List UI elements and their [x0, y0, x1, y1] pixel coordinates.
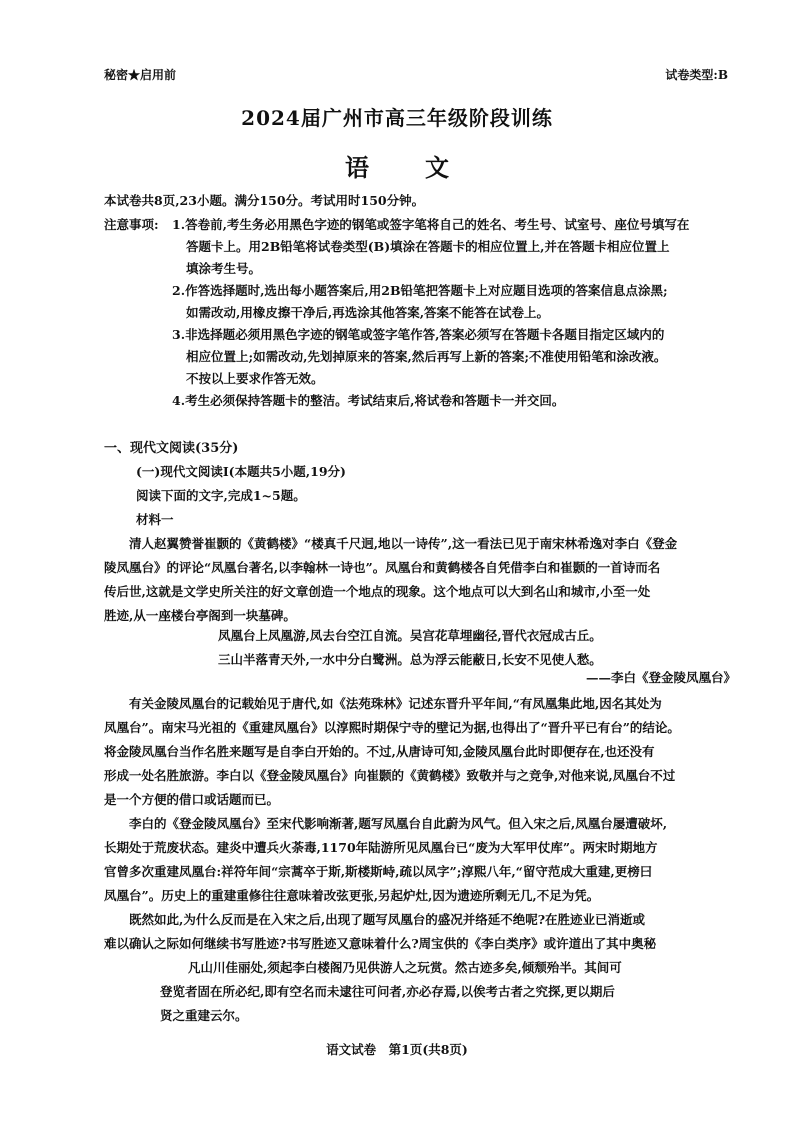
paragraph-4 — [104, 908, 744, 956]
text-line: 官曾多次重建凤凰台:祥符年间“宗蒿卒于斯,斯楼斯峙,疏以凤字”;淳熙八年,“留守范成大重建,更榜曰 — [104, 864, 653, 879]
page-footer: 语文试卷 第1页(共8页) — [326, 1042, 468, 1057]
paragraph-2 — [104, 692, 744, 812]
poem-block — [218, 624, 602, 672]
text-line: 长期处于荒废状态。建炎中遭兵火荼毒,1170年陆游所见凤凰台已“废为大军甲仗库”。两宋时期地方 — [104, 840, 658, 855]
notice-item-line — [186, 236, 744, 258]
poem-attribution: ——李白《登金陵凤凰台》 — [585, 670, 736, 685]
notice-label: 注意事项: — [104, 217, 159, 232]
notice-item-number: 3. — [172, 327, 186, 342]
reading-instruction: 阅读下面的文字,完成1~5题。 — [136, 488, 306, 503]
notice-item-text: 相应位置上;如需改动,先划掉原来的答案,然后再写上新的答案;不准使用铅笔和涂改液。 — [186, 349, 667, 364]
text-line: 将金陵凤凰台当作名胜来题写是自李白开始的。不过,从唐诗可知,金陵凤凰台此时即便存在,也还没有 — [104, 744, 655, 759]
notice-block — [104, 214, 744, 412]
text-line: 胜迹,从一座楼台亭阁到一块墓碑。 — [104, 608, 296, 623]
notice-item-text: 不按以上要求作答无效。 — [186, 371, 324, 386]
notice-item-line — [186, 302, 744, 324]
quote-line: 贤之重建云尔。 — [160, 1008, 248, 1023]
notice-item-line — [172, 390, 744, 412]
text-line: 清人赵翼赞誉崔颢的《黄鹤楼》“楼真千尺迥,地以一诗传”,这一看法已见于南宋林希逸对李白《登金 — [129, 536, 678, 551]
text-line: 传后世,这就是文学史所关注的好文章创造一个地点的现象。这个地点可以大到名山和城市,小至一处 — [104, 584, 651, 599]
notice-item-number: 4. — [172, 393, 186, 408]
text-line: 是一个方便的借口或话题而已。 — [104, 792, 280, 807]
notice-item-text: 如需改动,用橡皮擦干净后,再选涂其他答案,答案不能答在试卷上。 — [186, 305, 550, 320]
text-line: 既然如此,为什么反而是在入宋之后,出现了题写凤凰台的盛况并络延不绝呢?在胜迹业已消逝或 — [129, 912, 646, 927]
notice-item-text: 非选择题必须用黑色字迹的钢笔或签字笔作答,答案必须写在答题卡各题目指定区域内的 — [185, 327, 665, 342]
paragraph-3 — [104, 812, 744, 908]
subject-char: 文 — [425, 153, 449, 182]
text-line: 凤凰台”。南宋马光祖的《重建凤凰台》以淳熙时期保宁寺的壁记为据,也得出了“晋升平已有台”的结论。 — [104, 720, 680, 735]
notice-item-number: 1. — [172, 217, 186, 232]
notice-item-line — [172, 280, 744, 302]
quote-line: 登览者固在所必纪,即有空名而未逮往可问者,亦必存焉,以俟考古者之究探,更以期后 — [160, 984, 615, 999]
text-line: 有关金陵凤凰台的记载始见于唐代,如《法苑珠林》记述东晋升平年间,“有凤凰集此地,因名其处为 — [129, 696, 662, 711]
notice-item-text: 答卷前,考生务必用黑色字迹的钢笔或签字笔将自己的姓名、考生号、试室号、座位号填写在 — [185, 217, 690, 232]
text-line: 形成一处名胜旅游。李白以《登金陵凤凰台》向崔颢的《黄鹤楼》致敬并与之竞争,对他来说,凤凰台不过 — [104, 768, 676, 783]
material-title: 材料一 — [136, 512, 174, 527]
subsection-heading: (一)现代文阅读Ⅰ(本题共5小题,19分) — [136, 464, 346, 479]
quote-line: 凡山川佳丽处,须起李白楼阁乃见供游人之玩赏。然古迹多矣,倾颓殆半。其间可 — [188, 960, 622, 975]
notice-item-number: 2. — [172, 283, 186, 298]
notice-item-text: 填涂考生号。 — [186, 261, 262, 276]
text-line: 陵凤凰台》的评论“凤凰台著名,以李翰林一诗也”。凤凰台和黄鹤楼各自凭借李白和崔颢的一首诗而名 — [104, 560, 661, 575]
text-line: 凤凰台”。历史上的重建重修往往意味着改弦更张,另起炉灶,因为遗迹所剩无几,不足为凭。 — [104, 888, 600, 903]
notice-item-line — [172, 214, 744, 236]
notice-item-line — [186, 258, 744, 280]
section-heading: 一、现代文阅读(35分) — [104, 441, 239, 456]
poem-line: 凤凰台上凤凰游,凤去台空江自流。吴宫花草埋幽径,晋代衣冠成古丘。 — [218, 628, 602, 643]
text-line: 李白的《登金陵凤凰台》至宋代影响渐著,题写凤凰台自此蔚为风气。但入宋之后,凤凰台屡遭破坏, — [129, 816, 668, 831]
text-line: 难以确认之际如何继续书写胜迹?书写胜迹又意味着什么?周宝供的《李白类序》或许道出了其中奥秘 — [104, 936, 657, 951]
notice-item-text: 作答选择题时,选出每小题答案后,用2B铅笔把答题卡上对应题目选项的答案信息点涂黑; — [185, 283, 668, 298]
subject-title — [0, 148, 794, 183]
notice-item-text: 考生必须保持答题卡的整洁。考试结束后,将试卷和答题卡一并交回。 — [185, 393, 565, 408]
paragraph-1 — [104, 532, 744, 628]
notice-item-text: 答题卡上。用2B铅笔将试卷类型(B)填涂在答题卡的相应位置上,并在答题卡相应位置上 — [186, 239, 670, 254]
notice-item-line — [186, 368, 744, 390]
exam-intro: 本试卷共8页,23小题。满分150分。考试用时150分钟。 — [104, 193, 425, 208]
notice-item-line — [172, 324, 744, 346]
paper-type-label: 试卷类型:B — [665, 68, 728, 82]
quote-block — [160, 956, 720, 1028]
poem-line: 三山半落青天外,一水中分白鹭洲。总为浮云能蔽日,长安不见使人愁。 — [218, 652, 602, 667]
exam-title: 2024届广州市高三年级阶段训练 — [241, 106, 553, 130]
subject-char: 语 — [345, 153, 369, 182]
secret-label: 秘密★启用前 — [104, 68, 177, 82]
notice-item-line — [186, 346, 744, 368]
